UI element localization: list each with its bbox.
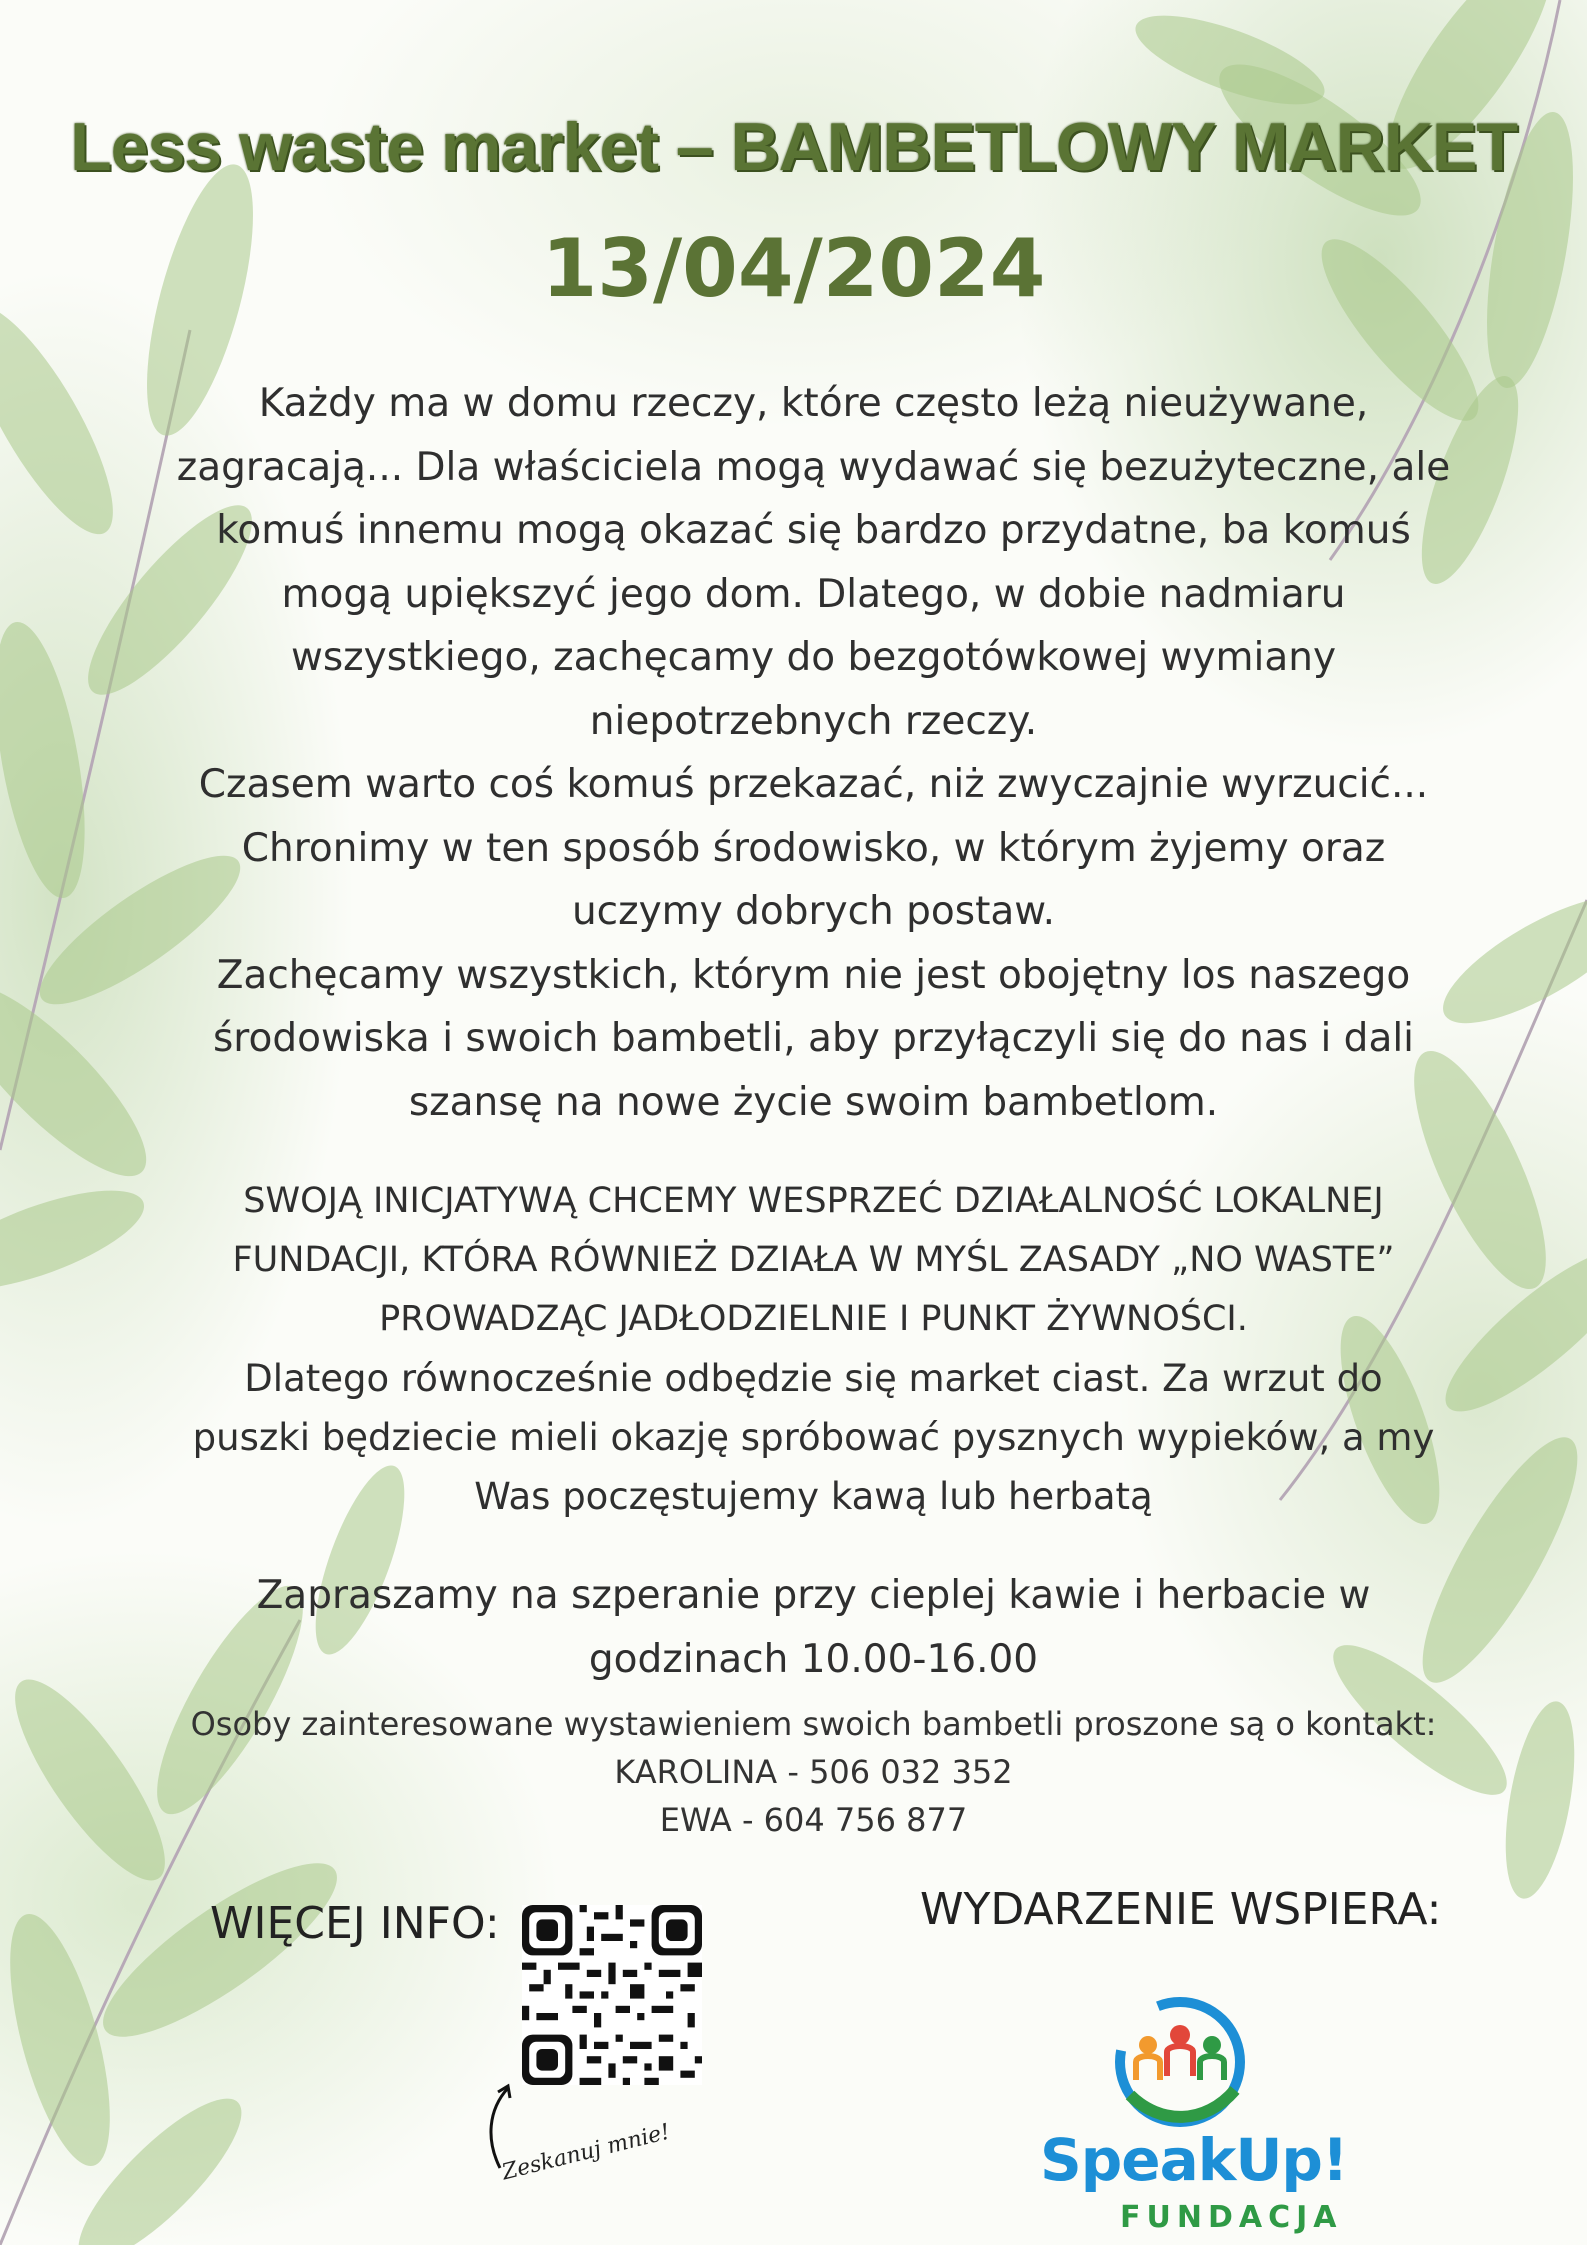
- intro-line: Czasem warto coś komuś przekazać, niż zwyczajnie wyrzucić...: [198, 762, 1429, 807]
- contact-intro: Osoby zainteresowane wystawieniem swoich bambetli proszone są o kontakt:: [190, 1705, 1437, 1743]
- foundation-line: PROWADZĄC JADŁODZIELNIE I PUNKT ŻYWNOŚCI.: [379, 1299, 1248, 1339]
- intro-line: uczymy dobrych postaw.: [571, 889, 1056, 934]
- logo-subtitle: FUNDACJA: [1120, 2200, 1343, 2235]
- intro-line: niepotrzebnych rzeczy.: [589, 698, 1038, 744]
- intro-line: mogą upiększyć jego dom. Dlatego, w dobie nadmiaru: [281, 571, 1346, 617]
- contact-karolina: KAROLINA - 506 032 352: [614, 1753, 1013, 1791]
- invite-paragraph: [130, 1564, 1497, 1692]
- scan-me-label: Zeskanuj mnie!: [499, 2119, 673, 2186]
- foundation-line: Dlatego równocześnie odbędzie się market ciast. Za wrzut do: [244, 1357, 1383, 1400]
- contact-ewa: EWA - 604 756 877: [659, 1801, 968, 1839]
- invite-line: godzinach 10.00-16.00: [588, 1637, 1039, 1682]
- contact-block: [130, 1700, 1497, 1844]
- intro-line: środowiska i swoich bambetli, aby przyłączyli się do nas i dali: [212, 1016, 1415, 1061]
- event-date: 13/04/2024: [541, 222, 1046, 315]
- speakup-logo: [1030, 1990, 1340, 2230]
- foundation-paragraph: [130, 1172, 1497, 1526]
- more-info-label: WIĘCEJ INFO:: [210, 1898, 500, 1949]
- intro-line: Chronimy w ten sposób środowisko, w którym żyjemy oraz: [241, 825, 1386, 871]
- supported-by-label: WYDARZENIE WSPIERA:: [920, 1884, 1442, 1935]
- intro-line: komuś innemu mogą okazać się bardzo przydatne, ba komuś: [216, 508, 1411, 553]
- foundation-line: puszki będziecie mieli okazję spróbować pysznych wypieków, a my: [192, 1416, 1435, 1459]
- intro-line: Każdy ma w domu rzeczy, które często leżą nieużywane,: [258, 381, 1369, 426]
- intro-line: zagracają... Dla właściciela mogą wydawać się bezużyteczne, ale: [176, 444, 1451, 490]
- invite-line: Zapraszamy na szperanie przy cieplej kawie i herbacie w: [256, 1573, 1371, 1618]
- intro-line: wszystkiego, zachęcamy do bezgotówkowej wymiany: [290, 635, 1337, 680]
- foundation-line: SWOJĄ INICJATYWĄ CHCEMY WESPRZEĆ DZIAŁALNOŚĆ LOKALNEJ: [243, 1181, 1384, 1221]
- qr-code[interactable]: [522, 1905, 702, 2085]
- intro-line: Zachęcamy wszystkich, którym nie jest obojętny los naszego: [216, 952, 1411, 998]
- foundation-line: FUNDACJI, KTÓRA RÓWNIEŻ DZIAŁA W MYŚL ZASADY „NO WASTE”: [232, 1240, 1395, 1280]
- foundation-line: Was poczęstujemy kawą lub herbatą: [474, 1475, 1153, 1518]
- event-title: Less waste market – BAMBETLOWY MARKET: [70, 109, 1517, 185]
- intro-line: szansę na nowe życie swoim bambetlom.: [408, 1079, 1219, 1125]
- intro-paragraph: [130, 372, 1497, 1134]
- logo-name: SpeakUp!: [1040, 2126, 1348, 2194]
